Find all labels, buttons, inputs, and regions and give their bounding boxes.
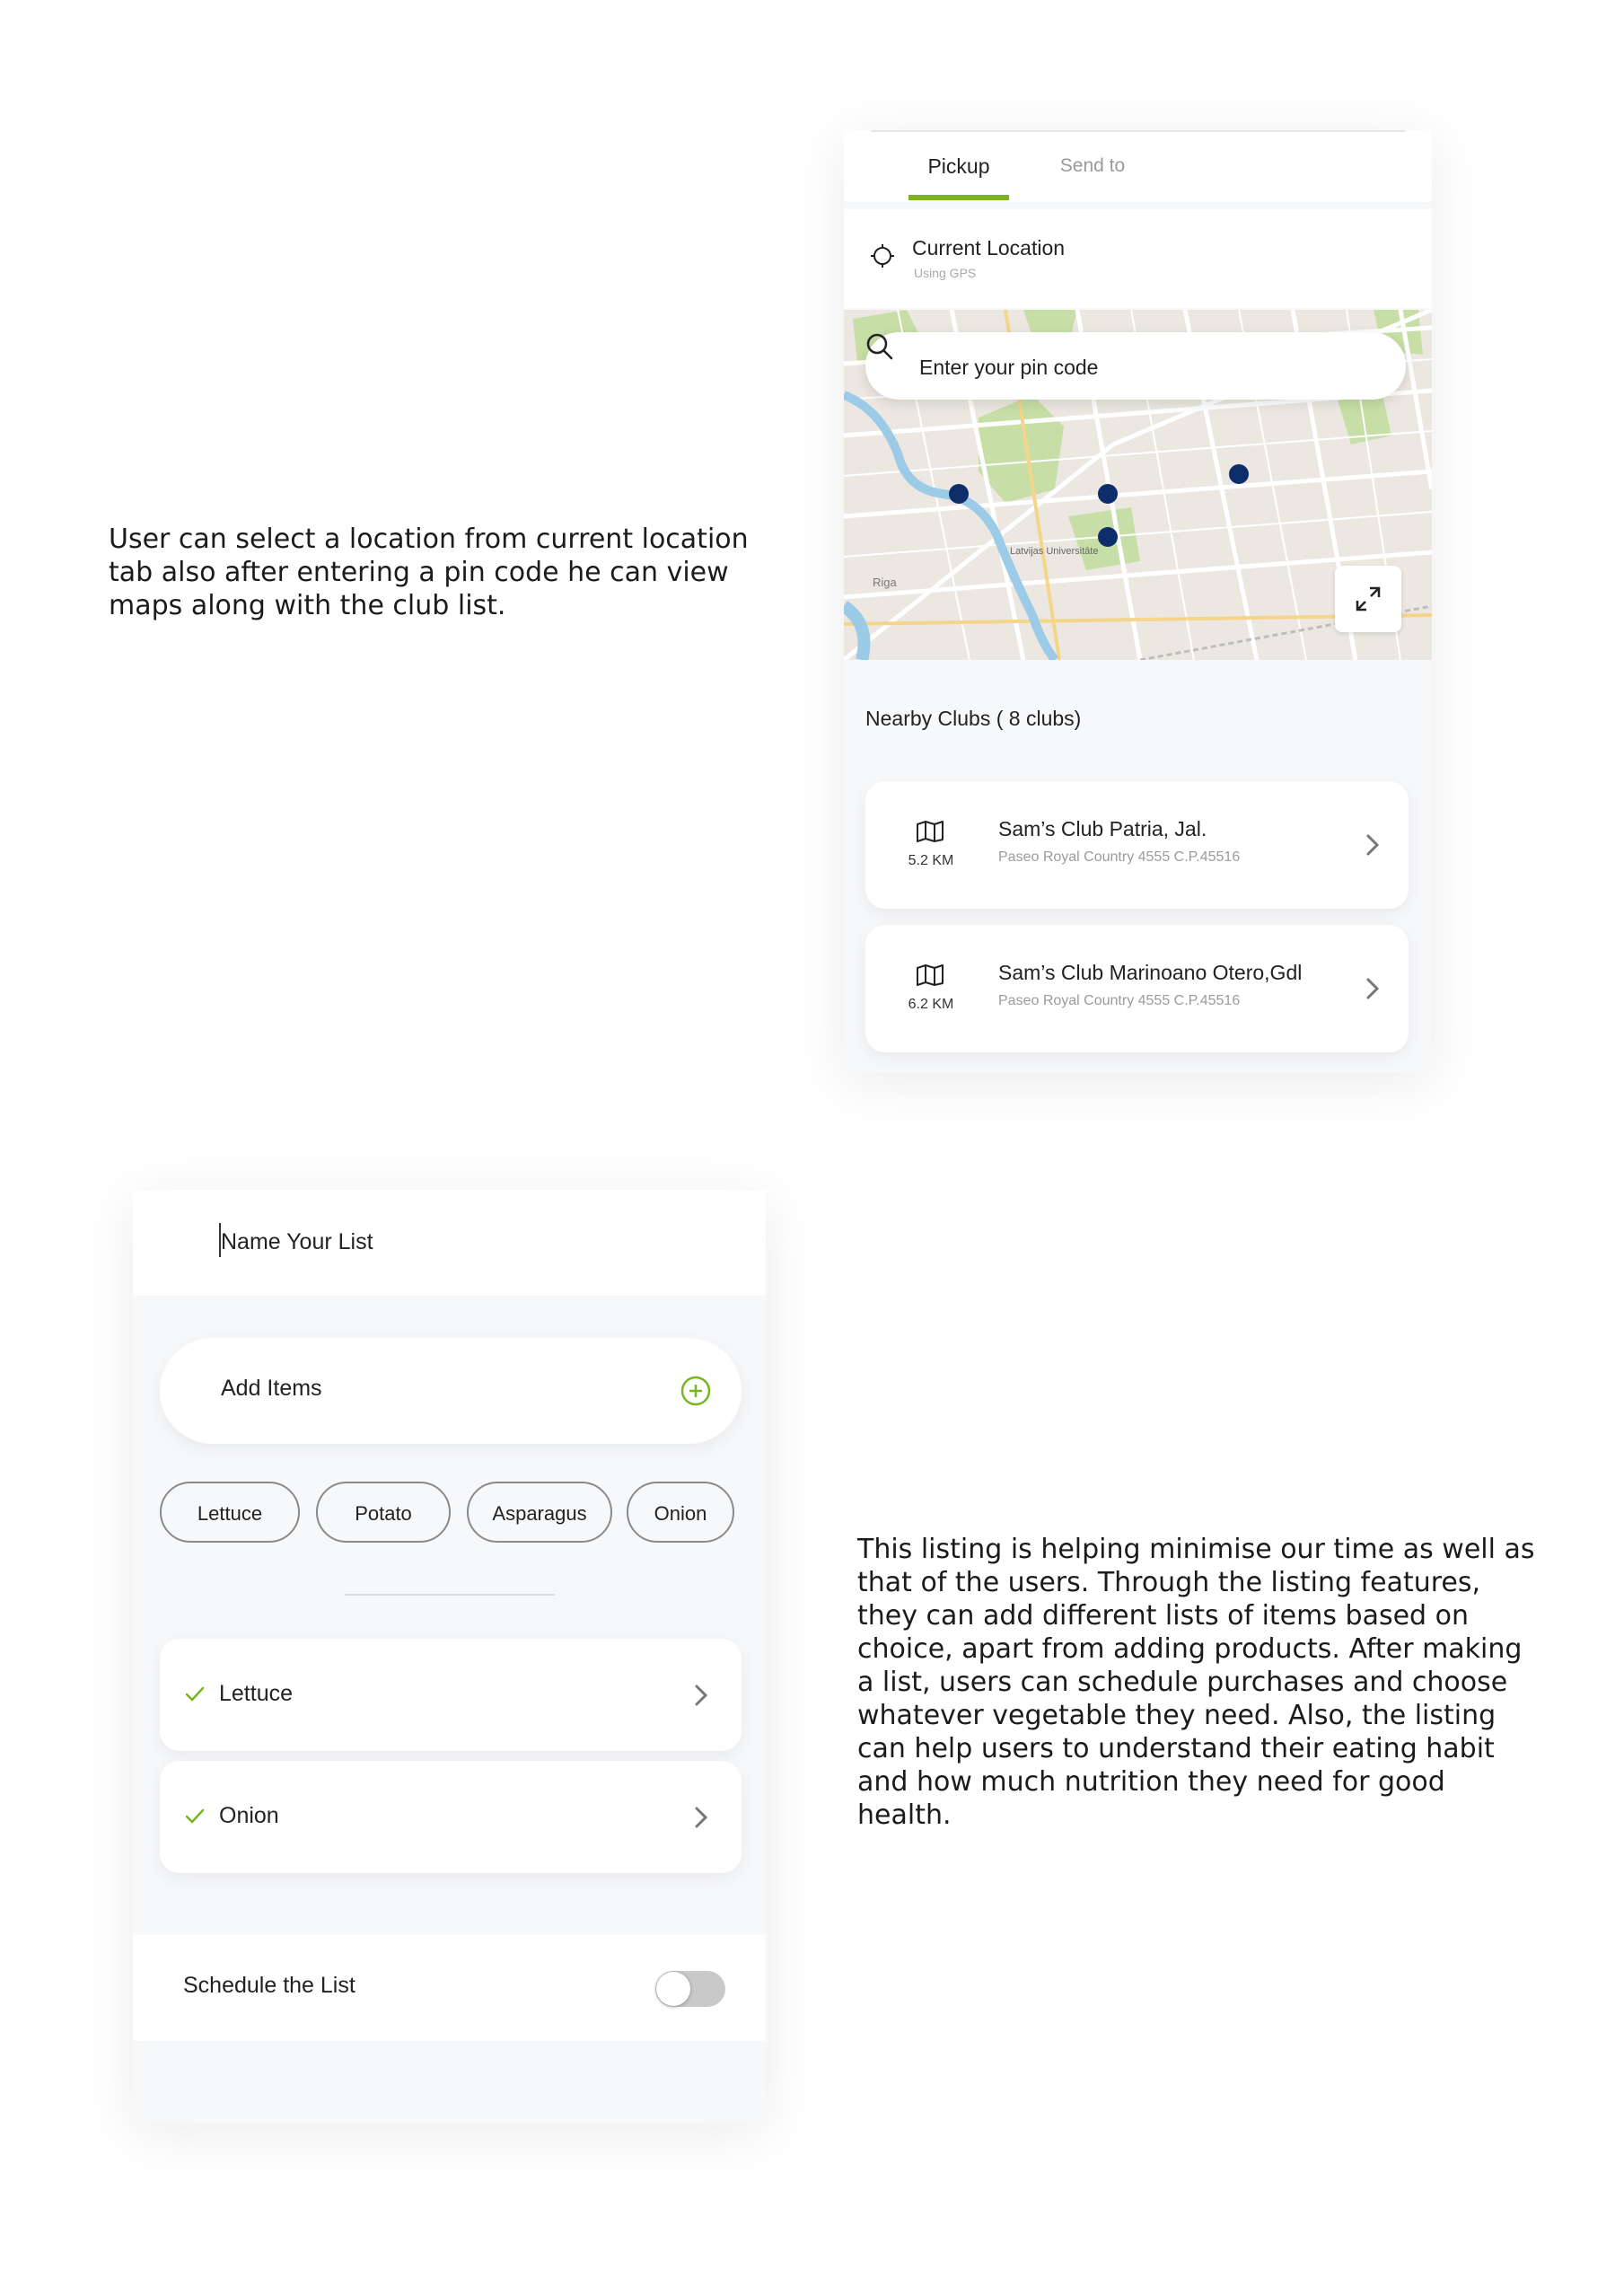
- list-screen: [133, 1190, 766, 2124]
- current-location-title: Current Location: [912, 236, 1066, 260]
- expand-map-button[interactable]: [1335, 566, 1401, 632]
- schedule-toggle[interactable]: [655, 1971, 725, 2007]
- schedule-row: [133, 1935, 766, 2041]
- chip-asparagus[interactable]: Asparagus: [467, 1482, 612, 1543]
- club-address: Paseo Royal Country 4555 C.P.45516: [998, 849, 1241, 865]
- club-address: Paseo Royal Country 4555 C.P.45516: [998, 993, 1241, 1008]
- list-name-input[interactable]: [219, 1221, 725, 1262]
- crosshair-icon: [869, 242, 896, 269]
- map-pin[interactable]: [1098, 527, 1118, 547]
- map-view[interactable]: [844, 310, 1432, 660]
- list-item-label: Onion: [219, 1803, 279, 1828]
- chip-lettuce[interactable]: Lettuce: [160, 1482, 300, 1543]
- chevron-right-icon: [692, 1804, 710, 1831]
- toggle-knob: [656, 1972, 690, 2006]
- map-label-riga: Riga: [873, 576, 897, 589]
- add-items-label: Add Items: [221, 1376, 322, 1401]
- list-item[interactable]: [160, 1761, 742, 1873]
- schedule-label: Schedule the List: [183, 1973, 355, 1998]
- list-name-row: [133, 1190, 766, 1296]
- list-item[interactable]: [160, 1639, 742, 1751]
- map-pin[interactable]: [1229, 464, 1249, 484]
- nearby-clubs-title: Nearby Clubs: [865, 707, 991, 730]
- description-listing: This listing is helping minimise our time as well as that of the users. Through the listing features, they can add different lists of items based on choice, apart from adding products. After making a list, users can schedule purchases and choose whatever vegetable they need. Also, the listing can help users to understand their eating habit and how much nutrition they need for good health.: [857, 1534, 1535, 1831]
- pin-code-search-bar: [865, 332, 1406, 400]
- map-label-university: Latvijas Universitāte: [1010, 546, 1099, 557]
- club-name: Sam’s Club Marinoano Otero,Gdl: [998, 961, 1303, 984]
- tab-send-to[interactable]: Send to: [1059, 155, 1126, 176]
- club-name: Sam’s Club Patria, Jal.: [998, 817, 1207, 840]
- map-icon: [916, 964, 944, 986]
- club-card[interactable]: [865, 925, 1409, 1052]
- tab-bar: [844, 130, 1432, 202]
- current-location-option[interactable]: [844, 209, 1432, 308]
- check-icon: [185, 1808, 205, 1825]
- chevron-right-icon: [692, 1682, 710, 1709]
- chip-potato[interactable]: Potato: [316, 1482, 451, 1543]
- chip-onion[interactable]: Onion: [627, 1482, 734, 1543]
- map-pin[interactable]: [1098, 484, 1118, 504]
- club-card[interactable]: [865, 781, 1409, 909]
- nearby-clubs-count: ( 8 clubs): [996, 707, 1082, 730]
- pin-code-input[interactable]: [917, 348, 1334, 386]
- expand-icon: [1355, 585, 1382, 612]
- map-pin[interactable]: [949, 484, 969, 504]
- text-cursor: [219, 1223, 221, 1257]
- section-divider: [345, 1594, 555, 1596]
- chevron-right-icon: [1364, 975, 1382, 1002]
- search-icon[interactable]: [865, 332, 894, 361]
- description-location: User can select a location from current location tab also after entering a pin code he can view maps along with the club list.: [109, 523, 749, 621]
- list-item-label: Lettuce: [219, 1681, 294, 1706]
- club-distance: 6.2 KM: [908, 997, 954, 1012]
- check-icon: [185, 1685, 205, 1703]
- active-tab-indicator: [908, 195, 1009, 200]
- plus-circle-icon: [680, 1376, 711, 1406]
- chevron-right-icon: [1364, 831, 1382, 858]
- location-screen: [844, 130, 1432, 1073]
- current-location-subtitle: Using GPS: [914, 266, 977, 280]
- add-items-button[interactable]: [160, 1338, 742, 1444]
- nearby-clubs-header: [865, 707, 1081, 731]
- tab-pickup[interactable]: Pickup: [927, 154, 990, 178]
- map-icon: [916, 821, 944, 842]
- club-distance: 5.2 KM: [908, 853, 954, 868]
